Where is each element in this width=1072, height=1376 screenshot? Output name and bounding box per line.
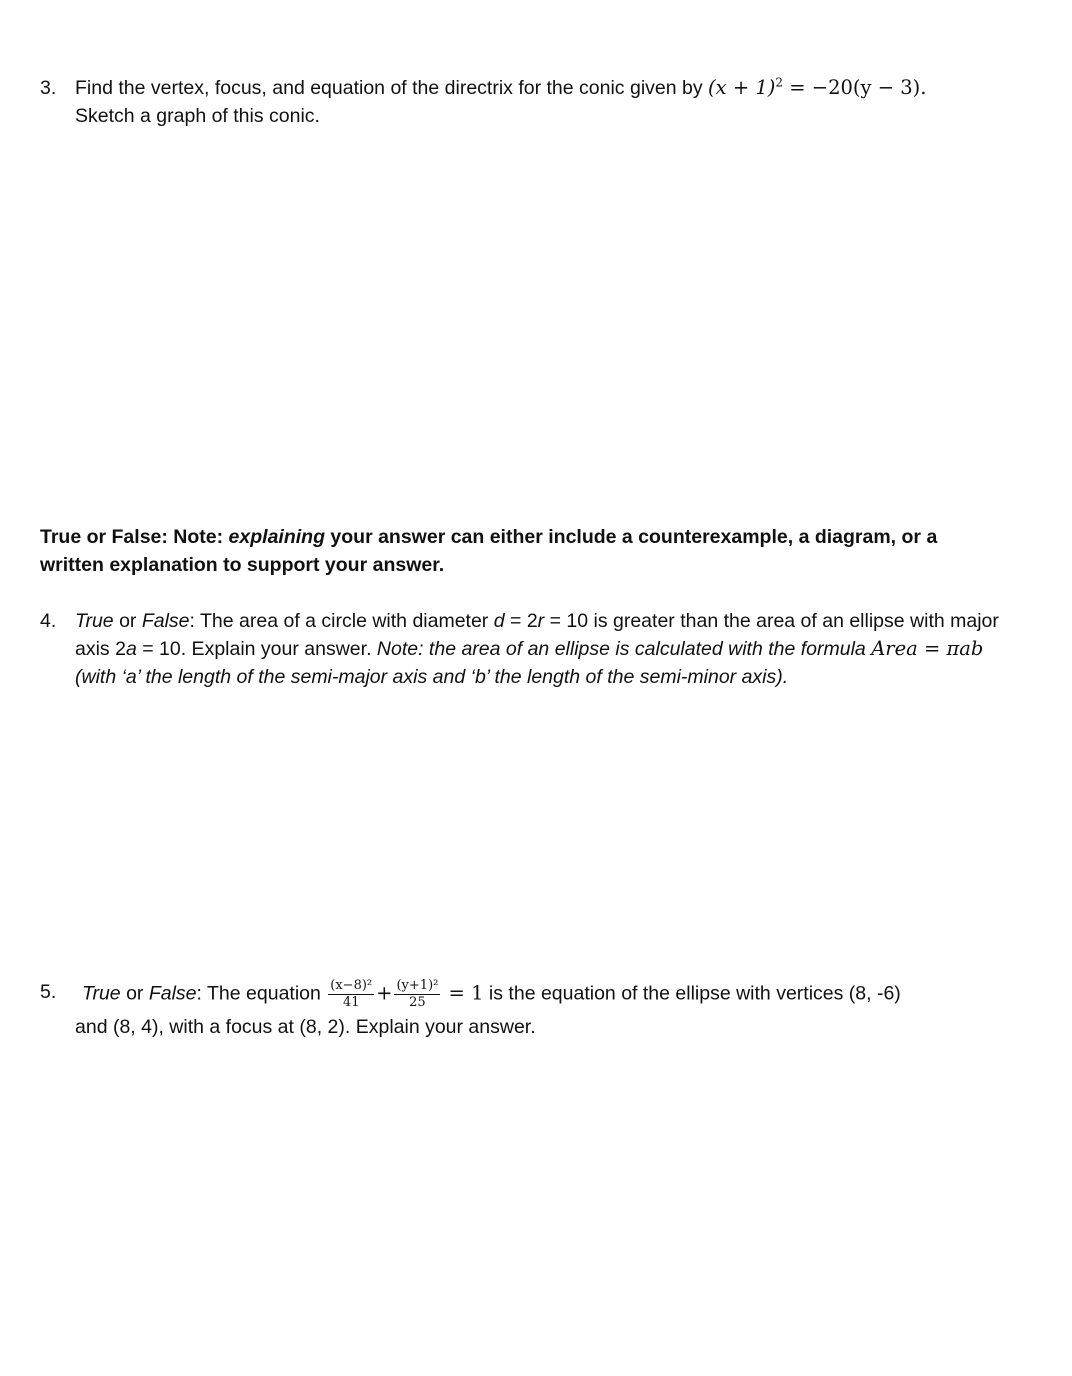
question-4-note-end: (with ‘a’ the length of the semi-major axis and ‘b’ the length of the semi-minor axis). (75, 666, 789, 688)
question-4-number: 4. (40, 610, 57, 632)
question-5-fraction-y (394, 978, 440, 1011)
question-3-equation-exponent: 2 (775, 75, 784, 90)
question-5-true-word: True (82, 982, 121, 1005)
question-5-fraction-x (328, 978, 374, 1011)
question-4-prompt: : The area of a circle with diameter (189, 610, 494, 632)
question-5-fraction-y-numerator: (y+1)² (396, 978, 439, 993)
question-3-sketch-instruction: Sketch a graph of this conic. (75, 105, 320, 127)
question-4-var-r: r (537, 610, 545, 632)
question-3 (40, 74, 1000, 130)
question-5-statement: is the equation of the ellipse with vertices (8, -6) (483, 982, 901, 1005)
question-5-or-word: or (120, 982, 149, 1005)
question-5-fraction-y-denominator: 25 (409, 995, 426, 1010)
question-4-false-word: False (141, 610, 190, 632)
question-5-line-1 (82, 978, 1010, 1011)
question-5-prompt: : The equation (196, 982, 327, 1005)
question-5-fraction-x-denominator: 41 (342, 995, 360, 1010)
question-3-text (75, 74, 1000, 130)
true-false-note-lead: True or False: Note: (40, 526, 229, 548)
question-3-prompt: Find the vertex, focus, and equation of the directrix for the conic given by (75, 77, 709, 99)
question-4-var-a: a (125, 638, 137, 660)
question-4-true-word: True (75, 610, 114, 632)
question-5-fraction-x-numerator: (x−8)² (330, 978, 373, 993)
question-5 (40, 978, 1010, 1041)
question-5-plus: + (376, 981, 393, 1005)
question-5-line-2: and (8, 4), with a focus at (8, 2). Explain your answer. (75, 1016, 536, 1038)
question-3-equation-lhs: (x + 1) (708, 76, 776, 99)
question-4-note: Note: the area of an ellipse is calculated with the formula (376, 638, 872, 660)
question-3-number: 3. (40, 77, 57, 99)
question-5-equals-one: = 1 (442, 981, 484, 1005)
true-false-note-emphasis: explaining (228, 526, 325, 548)
question-5-number: 5. (40, 981, 57, 1003)
question-4 (40, 607, 1000, 691)
true-false-note (40, 523, 990, 579)
question-4-or-word: or (113, 610, 142, 632)
question-3-equation-rhs: = −20(y − 3). (783, 76, 927, 99)
question-4-eq2: = 10 is greater than the area of an ellipse with major axis 2 (75, 610, 999, 660)
question-4-eq3: = 10. Explain your answer. (136, 638, 377, 660)
question-5-false-word: False (148, 982, 197, 1005)
true-false-note-rest: your answer can either include a counterexample, a diagram, or a written explanation to support your answer. (40, 526, 938, 576)
question-4-text (75, 607, 1000, 691)
question-4-eq1: = 2 (504, 610, 538, 632)
question-4-area-formula: Area = πab (871, 637, 984, 660)
question-4-var-d: d (493, 610, 505, 632)
